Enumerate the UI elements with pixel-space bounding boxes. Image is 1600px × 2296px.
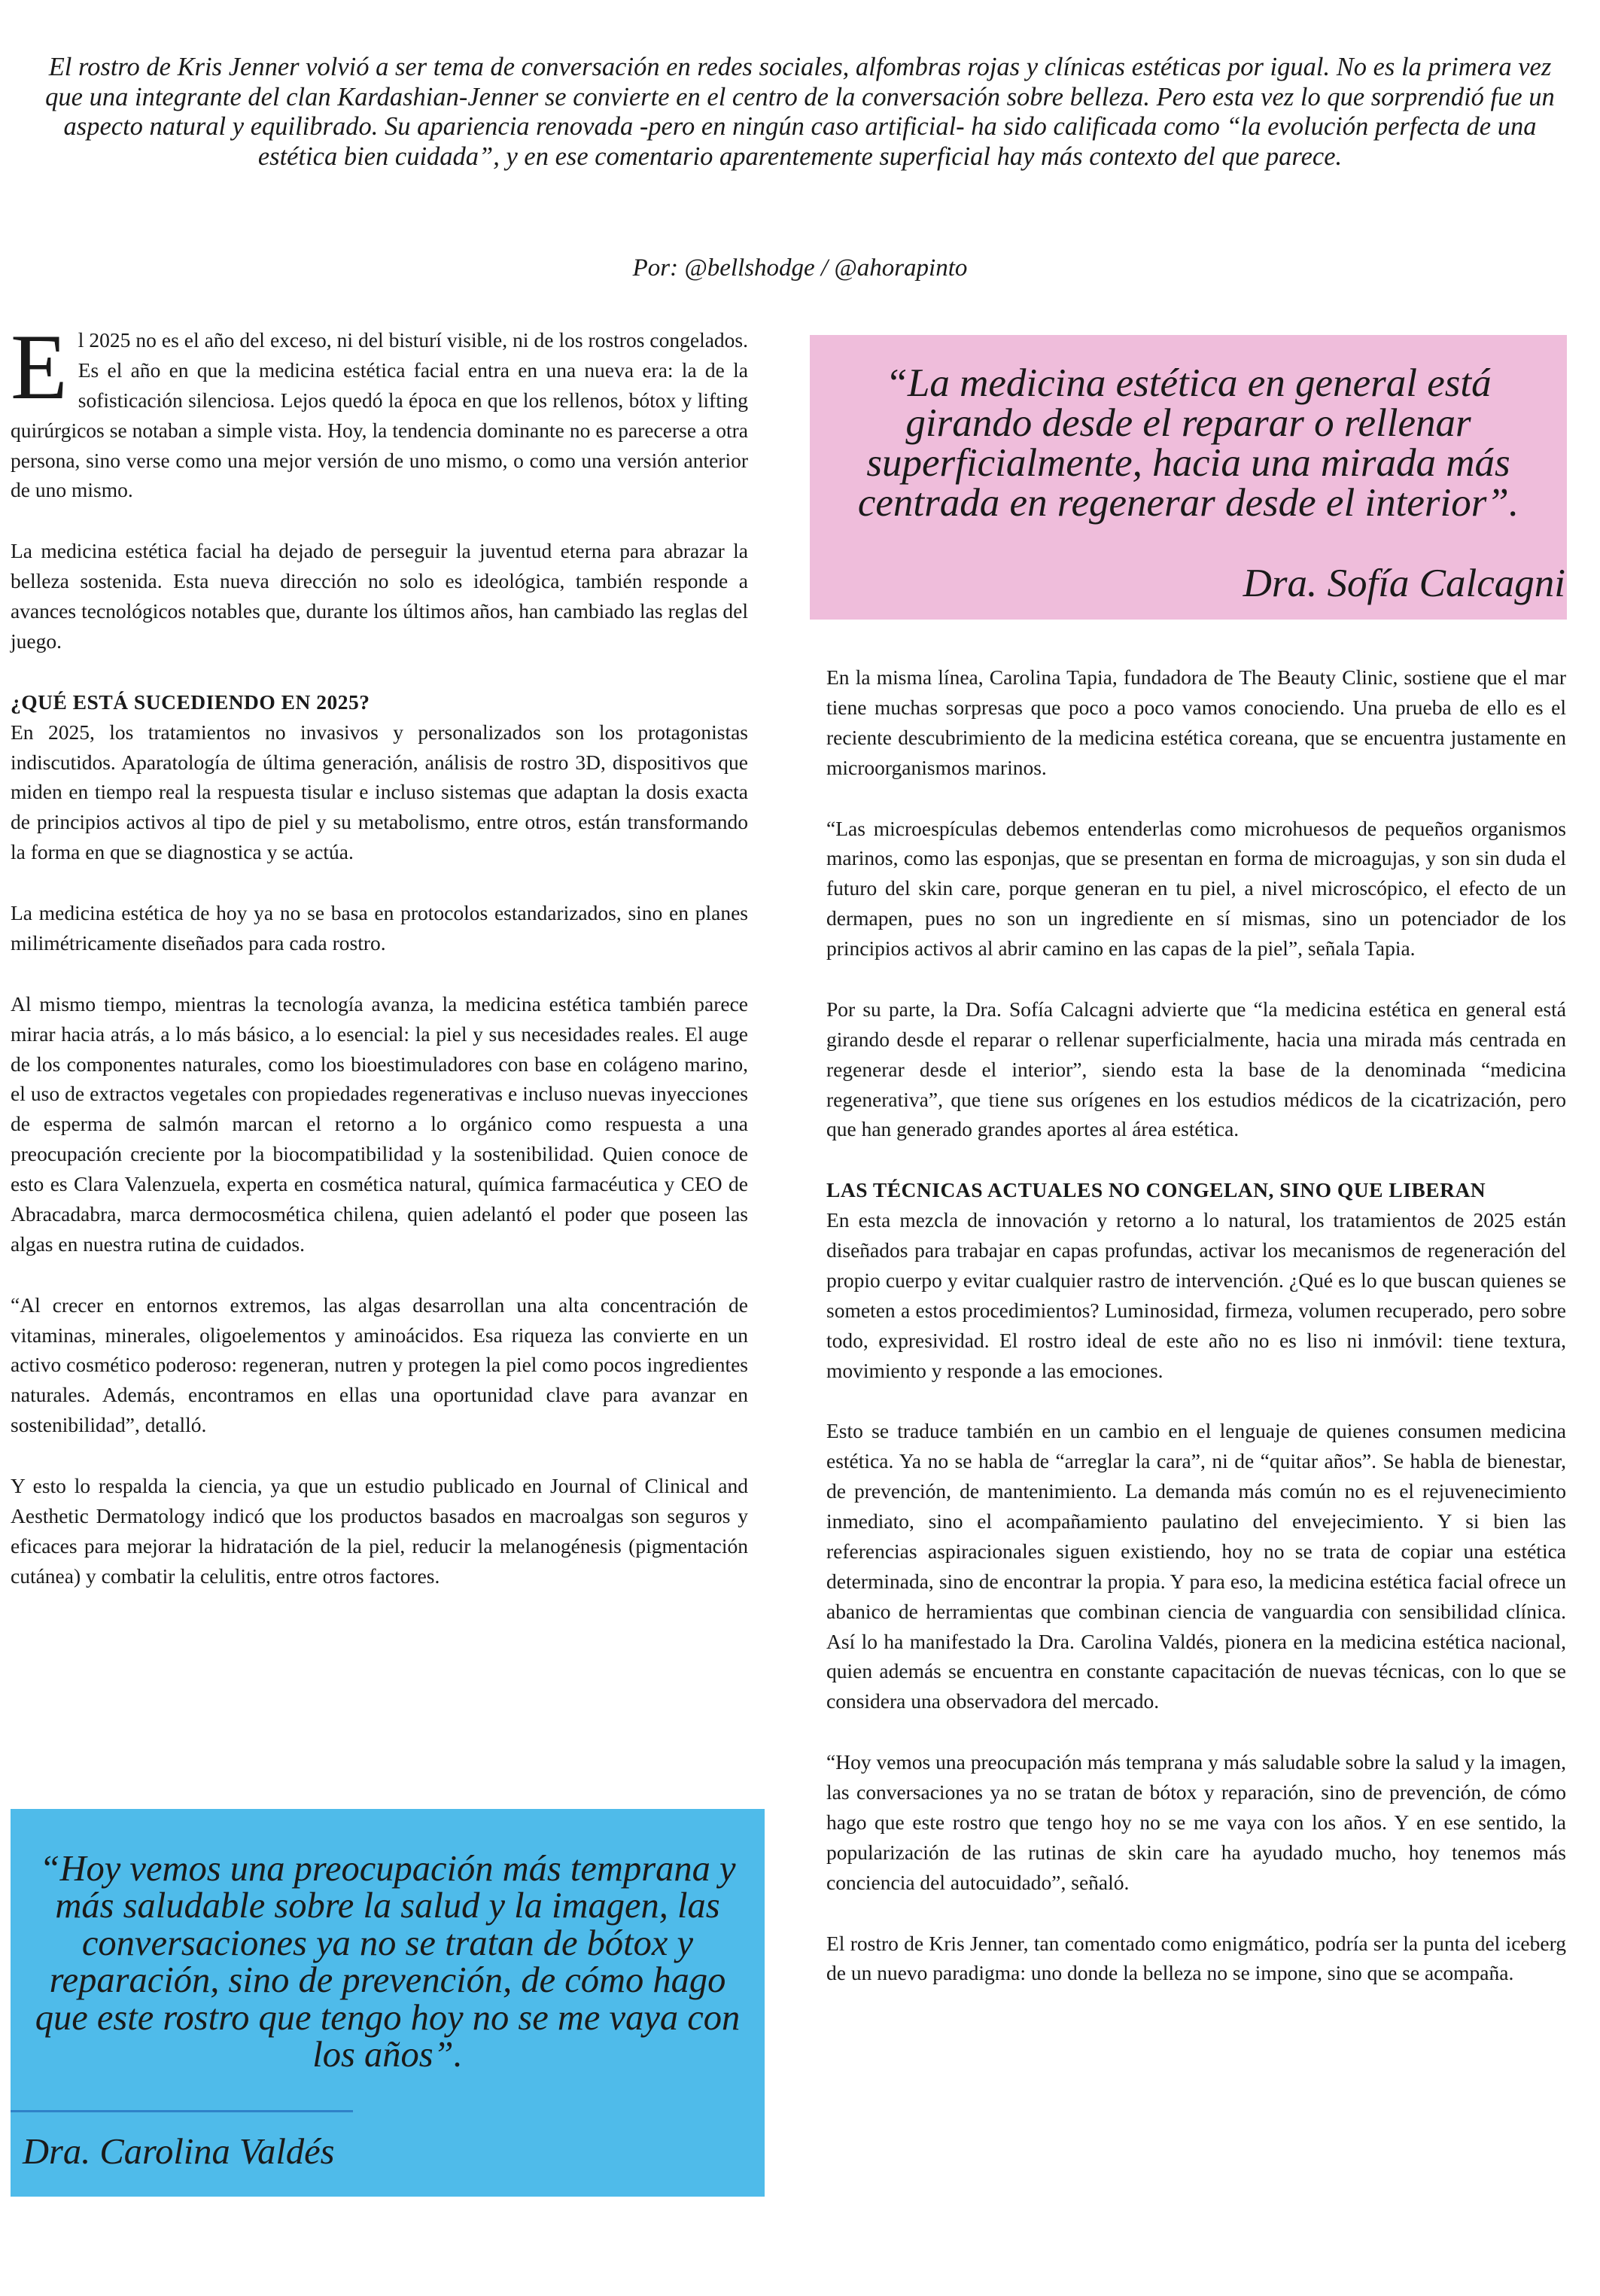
pull-quote-valdes [11, 1809, 765, 2197]
right-column [826, 662, 1566, 2019]
section-heading: LAS TÉCNICAS ACTUALES NO CONGELAN, SINO QUE LIBERAN [826, 1178, 1486, 1202]
pull-quote-author: Dra. Carolina Valdés [23, 2132, 335, 2172]
paragraph: “Hoy vemos una preocupación más temprana y más saludable sobre la salud y la imagen, las conversaciones ya no se tratan de bótox y reparación, sino de prevención, de cómo hago que este rostro que tengo hoy no se me vaya con los años. Y en ese sentido, la popularización de las rutinas de skin care ha ayudado mucho, hoy tenemos más conciencia del autocuidado”, señaló. [826, 1750, 1566, 1894]
byline: Por: @bellshodge / @ahorapinto [632, 254, 968, 282]
paragraph: En la misma línea, Carolina Tapia, fundadora de The Beauty Clinic, sostiene que el mar tiene muchas sorpresas que poco a poco vamos conociendo. Una prueba de ello es el reciente descubrimiento de la medicina estética coreana, que se encuentra justamente en microorganismos marinos. [826, 665, 1566, 779]
pull-quote-text: “Hoy vemos una preocupación más temprana y más saludable sobre la salud y la imagen, las conversaciones ya no se tratan de bótox y reparación, sino de prevención, de cómo hago que este rostro que tengo hoy no se me vaya con los años”. [35, 1849, 741, 2075]
paragraph: Por su parte, la Dra. Sofía Calcagni advierte que “la medicina estética en general está girando desde el reparar o rellenar superficialmente, hacia una mirada más centrada en regenerar desde el interior”, siendo esta la base de la denominada “medicina regenerativa”, que tiene sus orígenes en los estudios médicos de la cicatrización, pero que han generado grandes aportes al área estética. [826, 997, 1566, 1141]
opening-text: l 2025 no es el año del exceso, ni del bisturí visible, ni de los rostros congelados. Es el año en que la medicina estética facial entra en una nueva era: la de la sofisticación silenciosa. Lejos quedó la época en que los rellenos, bótox y lifting quirúrgicos se notaban a simple vista. Hoy, la tendencia dominante no es parecerse a otra persona, sino verse como una mejor versión de uno mismo, o como una versión anterior de uno mismo. [11, 328, 748, 502]
paragraph: La medicina estética de hoy ya no se basa en protocolos estandarizados, sino en planes milimétricamente diseñados para cada rostro. [11, 901, 748, 955]
paragraph: En 2025, los tratamientos no invasivos y personalizados son los protagonistas indiscutidos. Aparatología de última generación, análisis de rostro 3D, dispositivos que miden en tiempo real la respuesta tisular e incluso sistemas que adaptan la dosis exacta de principios activos al tipo de piel y su metabolismo, entre otros, están transformando la forma en que se diagnostica y se actúa. [11, 720, 748, 864]
pull-quote-text: “La medicina estética en general está girando desde el reparar o rellenar superficialmente, hacia una mirada más centrada en regenerar desde el interior”. [857, 361, 1519, 525]
divider [11, 2110, 353, 2112]
paragraph: “Al crecer en entornos extremos, las algas desarrollan una alta concentración de vitaminas, minerales, oligoelementos y aminoácidos. Esa riqueza las convierte en un activo cosmético poderoso: regeneran, nutren y protegen la piel como pocos ingredientes naturales. Además, encontramos en ellas una oportunidad clave para avanzar en sostenibilidad”, detalló. [11, 1293, 748, 1437]
paragraph: La medicina estética facial ha dejado de perseguir la juventud eterna para abrazar la belleza sostenida. Esta nueva dirección no solo es ideológica, también responde a avances tecnológicos notables que, durante los últimos años, han cambiado las reglas del juego. [11, 539, 748, 653]
paragraph: El rostro de Kris Jenner, tan comentado como enigmático, podría ser la punta del iceberg de un nuevo paradigma: uno donde la belleza no se impone, sino que se acompaña. [826, 1931, 1566, 1985]
intro-paragraph: El rostro de Kris Jenner volvió a ser tema de conversación en redes sociales, alfombras rojas y clínicas estéticas por igual. No es la primera vez que una integrante del clan Kardashian-Jenner se convierte en el centro de la conversación sobre belleza. Pero esta vez lo que sorprendió fue un aspecto natural y equilibrado. Su apariencia renovada -pero en ningún caso artificial- ha sido calificada como “la evolución perfecta de una estética bien cuidada”, y en ese comentario aparentemente superficial hay más contexto del que parece. [45, 53, 1555, 172]
opening-paragraph [11, 315, 748, 505]
paragraph: En esta mezcla de innovación y retorno a lo natural, los tratamientos de 2025 están diseñados para trabajar en capas profundas, activar los mecanismos de regeneración del propio cuerpo y evitar cualquier rastro de intervención. ¿Qué es lo que buscan quienes se someten a estos procedimientos? Luminosidad, firmeza, volumen recuperado, pero sobre todo, expresividad. El rostro ideal de este año no es liso ni inmóvil: tiene textura, movimiento y responde a las emociones. [826, 1208, 1566, 1382]
left-column [11, 315, 748, 1622]
paragraph: Y esto lo respalda la ciencia, ya que un estudio publicado en Journal of Clinical and Aesthetic Dermatology indicó que los productos basados en macroalgas son seguros y eficaces para mejorar la hidratación de la piel, reducir la melanogénesis (pigmentación cutánea) y combatir la celulitis, entre otros factores. [11, 1474, 748, 1588]
section-heading: ¿QUÉ ESTÁ SUCEDIENDO EN 2025? [11, 690, 370, 714]
pull-quote-calcagni [810, 335, 1567, 620]
paragraph: Al mismo tiempo, mientras la tecnología avanza, la medicina estética también parece mirar hacia atrás, a lo más básico, a lo esencial: la piel y sus necesidades reales. El auge de los componentes naturales, como los bioestimuladores con base en colágeno marino, el uso de extractos vegetales con propiedades regenerativas e incluso nuevas inyecciones de esperma de salmón marcan el retorno a lo orgánico como respuesta a una preocupación creciente por la biocompatibilidad y la sostenibilidad. Quien conoce de esto es Clara Valenzuela, experta en cosmética natural, química farmacéutica y CEO de Abracadabra, marca dermocosmética chilena, quien adelantó el poder que poseen las algas en nuestra rutina de cuidados. [11, 991, 748, 1256]
drop-cap: E [11, 315, 68, 419]
pull-quote-author: Dra. Sofía Calcagni [1243, 562, 1565, 605]
paragraph: Esto se traduce también en un cambio en el lenguaje de quienes consumen medicina estética. Ya no se habla de “arreglar la cara”, ni de “quitar años”. Se habla de bienestar, de prevención, de mantenimiento. La demanda más común no es el rejuvenecimiento inmediato, sino el acompañamiento paulatino del envejecimiento. Y si bien las referencias aspiracionales siguen existiendo, hoy no se trata de copiar una estética determinada, sino de encontrar la propia. Y para eso, la medicina estética facial ofrece un abanico de herramientas que combinan ciencia de vanguardia con sensibilidad clínica. Así lo ha manifestado la Dra. Carolina Valdés, pionera en la medicina estética nacional, quien además se encuentra en constante capacitación de nuevas técnicas, con lo que se considera una observadora del mercado. [826, 1419, 1566, 1713]
paragraph: “Las microespículas debemos entenderlas como microhuesos de pequeños organismos marinos, como las esponjas, que se presentan en forma de microagujas, y son sin duda el futuro del skin care, porque generan en tu piel, a nivel microscópico, el efecto de un dermapen, pues no son un ingrediente en sí mismas, sino un potenciador de los principios activos al abrir camino en las capas de la piel”, señala Tapia. [826, 816, 1566, 960]
